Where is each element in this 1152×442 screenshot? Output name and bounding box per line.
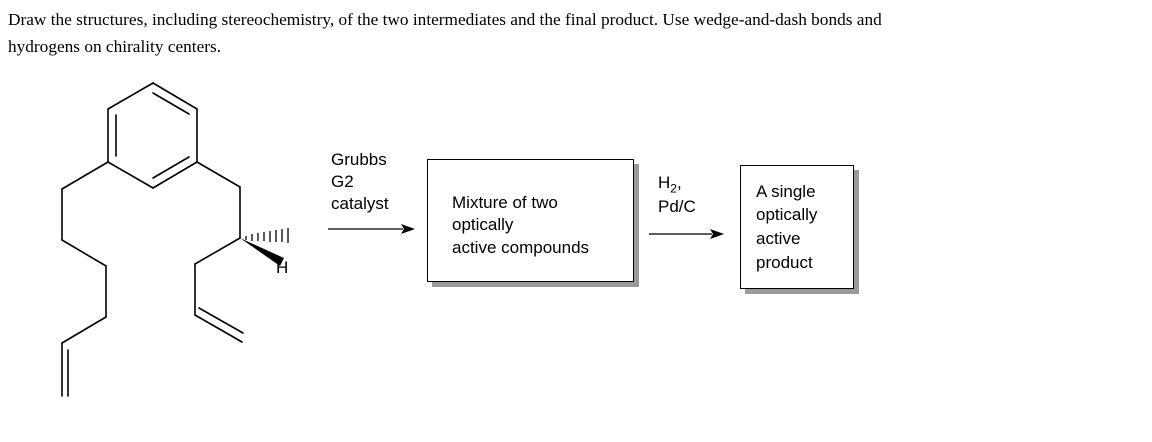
- reaction-arrow-1: [328, 224, 415, 234]
- pd-c-label: Pd/C: [658, 197, 696, 216]
- catalyst-label: catalyst: [331, 194, 389, 213]
- left-chain-bond-5: [62, 317, 106, 343]
- product-line-4: product: [756, 253, 813, 272]
- grubbs-label: Grubbs: [331, 150, 387, 169]
- intermediates-line-1: Mixture of two: [452, 193, 558, 212]
- ring-inner-bond-1: [153, 93, 189, 114]
- g2-label: G2: [331, 172, 354, 191]
- left-chain-bond-1: [62, 162, 108, 189]
- product-line-1: A single: [756, 182, 816, 201]
- question-line-1: Draw the structures, including stereochemistry, of the two intermediates and the final product. Use wedge-and-dash bonds and: [8, 10, 882, 29]
- hashed-bond-methyl: [246, 228, 288, 243]
- hydrogen-subscript: 2: [670, 181, 677, 196]
- product-line-3: active: [756, 229, 801, 248]
- hydrogen-comma: ,: [676, 173, 682, 192]
- right-chain-bond-3: [195, 238, 240, 264]
- ring-bond-4: [108, 162, 153, 188]
- ring-bond-6: [108, 83, 153, 109]
- h-atom-label: H: [276, 258, 289, 277]
- hydrogen-label: [658, 173, 682, 196]
- reaction-arrow-2: [649, 229, 724, 239]
- hydrogen-symbol: H: [658, 173, 671, 192]
- intermediates-line-3: active compounds: [452, 238, 590, 257]
- question-line-2: hydrogens on chirality centers.: [8, 37, 222, 56]
- ring-inner-bond-2: [153, 157, 189, 178]
- intermediates-line-2: optically: [452, 215, 514, 234]
- left-chain-bond-3: [62, 240, 106, 266]
- starting-material: [62, 83, 243, 396]
- product-line-2: optically: [756, 205, 818, 224]
- right-chain-bond-1: [197, 162, 240, 187]
